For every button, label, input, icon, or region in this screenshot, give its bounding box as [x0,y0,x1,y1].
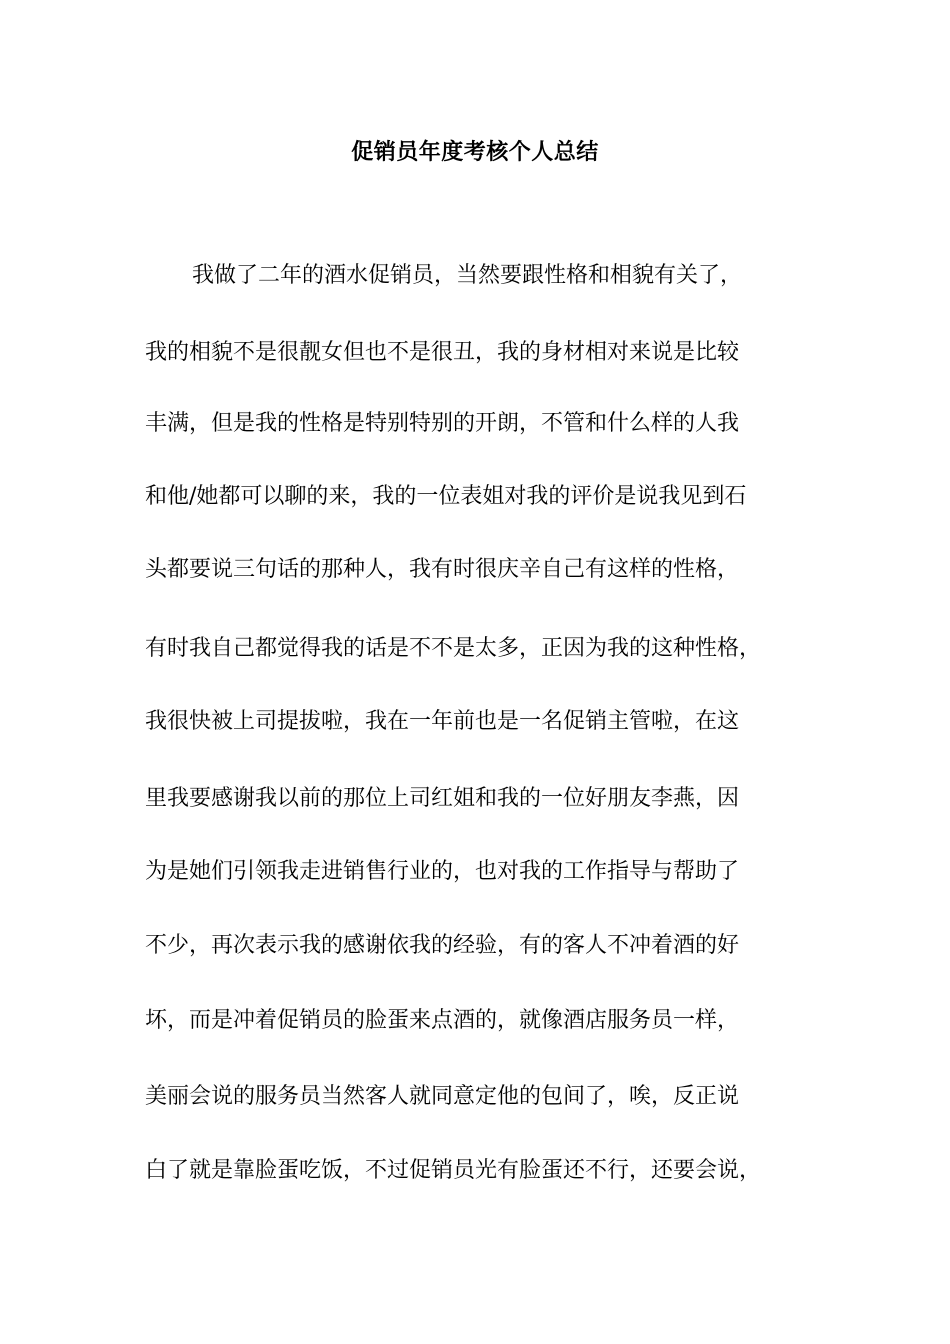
body-line-1: 我做了二年的酒水促销员，当然要跟性格和相貌有关了， [192,263,743,288]
body-line-7: 我很快被上司提拔啦，我在一年前也是一名促销主管啦，在这 [145,709,740,734]
body-line-6: 有时我自己都觉得我的话是不不是太多，正因为我的这种性格， [145,636,762,661]
body-line-12: 美丽会说的服务员当然客人就同意定他的包间了，唉，反正说 [145,1084,740,1109]
body-line-4: 和他/她都可以聊的来，我的一位表姐对我的评价是说我见到石 [145,484,747,509]
body-line-3: 丰满，但是我的性格是特别特别的开朗，不管和什么样的人我 [145,411,740,436]
body-line-5: 头都要说三句话的那种人，我有时很庆辛自己有这样的性格， [145,557,740,582]
body-line-9: 为是她们引领我走进销售行业的，也对我的工作指导与帮助了 [145,859,740,884]
body-line-8: 里我要感谢我以前的那位上司红姐和我的一位好朋友李燕，因 [145,786,740,811]
body-line-10: 不少，再次表示我的感谢依我的经验，有的客人不冲着酒的好 [145,933,740,958]
body-line-13: 白了就是靠脸蛋吃饭，不过促销员光有脸蛋还不行，还要会说， [145,1158,762,1183]
body-line-11: 坏，而是冲着促销员的脸蛋来点酒的，就像酒店服务员一样， [145,1008,740,1033]
document-title: 促销员年度考核个人总结 [351,139,599,165]
body-line-2: 我的相貌不是很靓女但也不是很丑，我的身材相对来说是比较 [145,340,740,365]
